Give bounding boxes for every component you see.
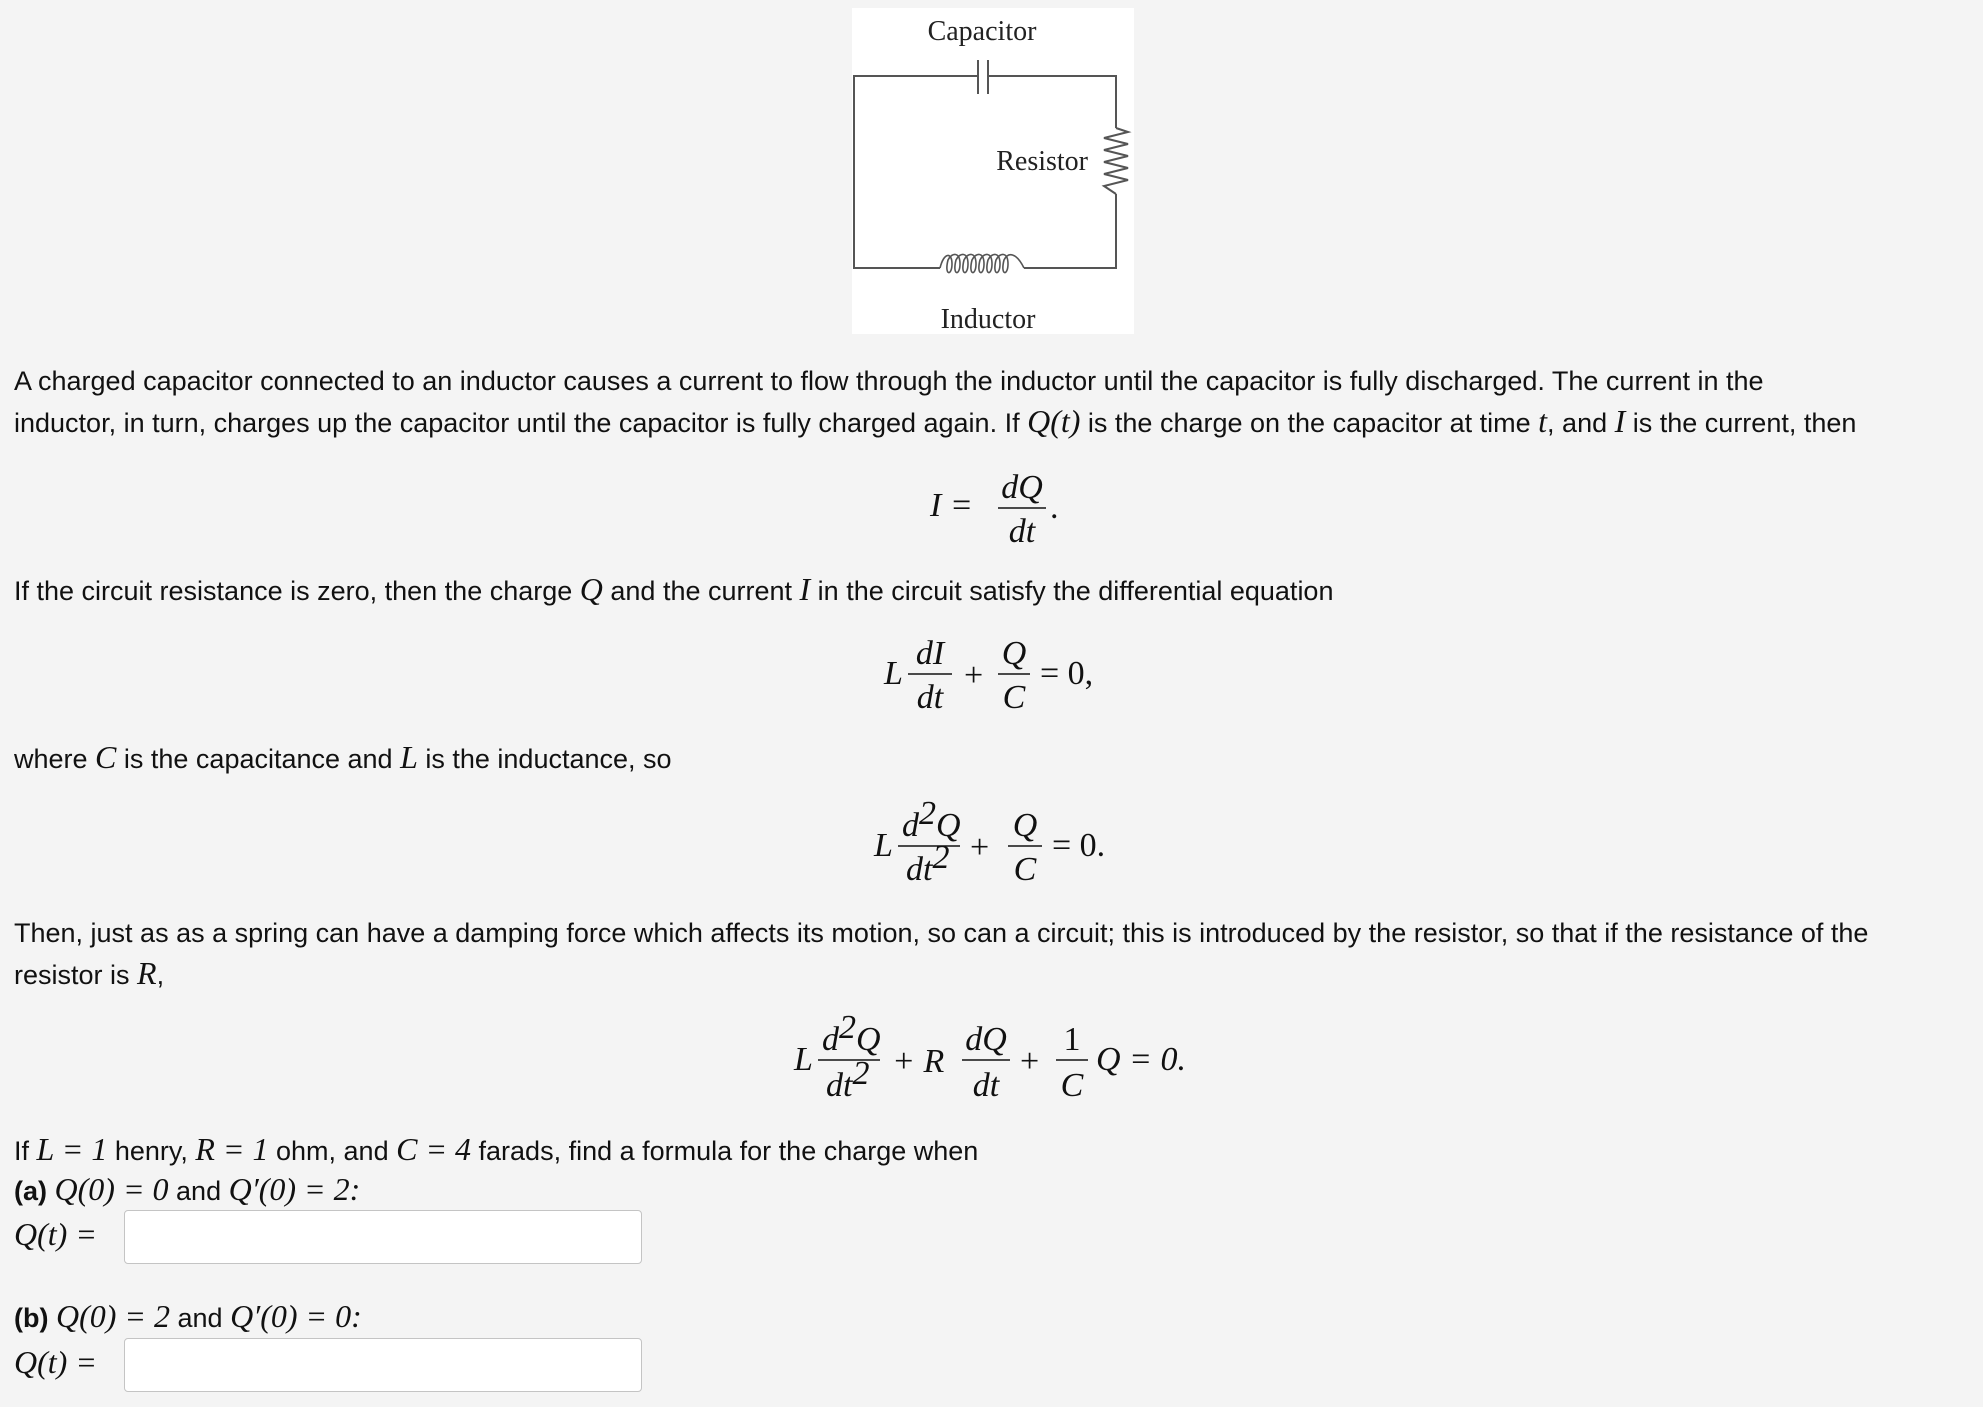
math-C: C — [95, 739, 117, 775]
math-initial-charge: Q(0) = 2 — [56, 1298, 171, 1334]
eq4-numerator-1: d2Q — [822, 1009, 881, 1058]
given-text: ohm, and — [268, 1136, 397, 1166]
inductor-label: Inductor — [940, 304, 1036, 334]
eq4-numerator-3: 1 — [1063, 1021, 1081, 1058]
eq1-denominator: dt — [1008, 513, 1036, 550]
eq3-denominator-2: C — [1013, 851, 1037, 888]
eq2-denominator-1: dt — [916, 679, 944, 716]
zero-resistance-line — [14, 569, 1333, 611]
resistor-label: Resistor — [996, 146, 1088, 177]
where-text: is the inductance, so — [417, 744, 672, 774]
damping-text: resistor is — [14, 960, 138, 990]
math-I: I — [1614, 403, 1626, 439]
math-initial-current: Q′(0) = 0: — [230, 1298, 362, 1334]
eq1-numerator: dQ — [1001, 469, 1043, 506]
equation-current — [928, 462, 1068, 552]
intro-text: , and — [1547, 408, 1615, 438]
part-a-answer-label: Q(t) = — [14, 1216, 97, 1252]
eq2-rhs: = 0, — [1040, 655, 1094, 692]
where-text: where — [14, 744, 96, 774]
math-t: t — [1538, 403, 1548, 439]
math-Qt: Q(t) — [1027, 403, 1081, 439]
eq3-numerator-1: d2Q — [902, 795, 961, 844]
capacitor-label: Capacitor — [927, 16, 1037, 47]
math-initial-current: Q′(0) = 2: — [228, 1171, 361, 1207]
eq2-L: L — [884, 655, 903, 692]
damping-line-2 — [14, 953, 164, 995]
math-L: L — [400, 739, 418, 775]
eq2-numerator-1: dI — [915, 635, 945, 672]
zero-res-text: and the current — [602, 576, 800, 606]
eq4-denominator-3: C — [1060, 1067, 1084, 1104]
given-text: If — [14, 1136, 37, 1166]
intro-text: is the current, then — [1625, 408, 1857, 438]
eq4-numerator-2: dQ — [965, 1021, 1007, 1058]
part-b-answer-input[interactable] — [124, 1338, 642, 1392]
eq3-L: L — [874, 827, 893, 864]
eq1-end: . — [1050, 489, 1059, 526]
eq3-denominator-1: dt2 — [906, 839, 950, 888]
where-line — [14, 737, 672, 779]
damping-line-1: Then, just as as a spring can have a damping force which affects its motion, so can a circuit; this is introduced by the resistor, so that if the resistance of the — [14, 918, 1869, 948]
part-a-answer-input[interactable] — [124, 1210, 642, 1264]
part-a-conditions — [14, 1169, 360, 1211]
given-text: farads, find a formula for the charge when — [471, 1136, 979, 1166]
intro-text: is the charge on the capacitor at time — [1080, 408, 1539, 438]
where-text: is the capacitance and — [116, 744, 401, 774]
math-I: I — [799, 571, 811, 607]
equation-rlc — [792, 1009, 1212, 1108]
intro-line-1: A charged capacitor connected to an inductor causes a current to flow through the inductor until the capacitor is fully discharged. The current in the — [14, 366, 1764, 396]
intro-text: inductor, in turn, charges up the capacitor until the capacitor is fully charged again. If — [14, 408, 1028, 438]
eq4-L: L — [794, 1041, 813, 1078]
eq4-denominator-1: dt2 — [826, 1055, 870, 1104]
eq2-plus: + — [964, 657, 984, 694]
equation-lc-charge — [870, 795, 1130, 890]
intro-line-2 — [14, 401, 1856, 443]
part-b-answer-label: Q(t) = — [14, 1344, 97, 1380]
eq2-numerator-2: Q — [1001, 635, 1027, 672]
and-word: and — [168, 1176, 229, 1206]
equation-lc-current — [880, 628, 1120, 718]
math-Q: Q — [579, 571, 603, 607]
eq4-rhs: Q = 0. — [1096, 1041, 1186, 1078]
eq4-denominator-2: dt — [972, 1067, 1000, 1104]
part-b-conditions — [14, 1296, 362, 1338]
given-text: henry, — [107, 1136, 196, 1166]
eq1-lhs: I = — [930, 487, 973, 524]
math-L-eq: L = 1 — [36, 1131, 108, 1167]
circuit-diagram — [852, 8, 1134, 334]
part-b-label: (b) — [14, 1303, 49, 1333]
math-R: R — [137, 955, 157, 991]
eq3-rhs: = 0. — [1052, 827, 1106, 864]
math-R-eq: R = 1 — [195, 1131, 269, 1167]
and-word: and — [170, 1303, 231, 1333]
given-line — [14, 1129, 978, 1171]
part-a-label: (a) — [14, 1176, 47, 1206]
damping-text: , — [156, 960, 165, 990]
eq4-plus-R: + R — [892, 1043, 945, 1080]
zero-res-text: in the circuit satisfy the differential equation — [810, 576, 1334, 606]
math-C-eq: C = 4 — [396, 1131, 472, 1167]
eq4-plus: + — [1020, 1043, 1040, 1080]
math-initial-charge: Q(0) = 0 — [54, 1171, 169, 1207]
eq2-denominator-2: C — [1002, 679, 1026, 716]
zero-res-text: If the circuit resistance is zero, then the charge — [14, 576, 580, 606]
eq3-plus: + — [970, 829, 990, 866]
eq3-numerator-2: Q — [1012, 807, 1038, 844]
